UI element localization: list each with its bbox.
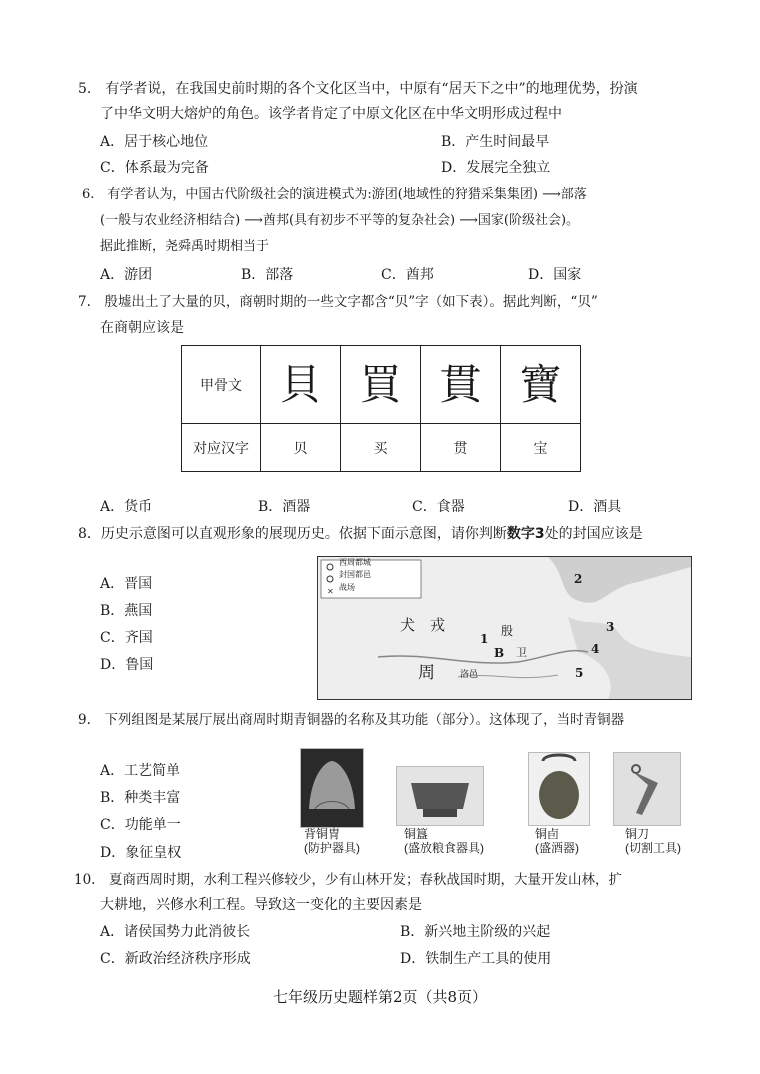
bronze-knife-icon [614,753,680,825]
table-cell: 贝 [261,424,341,472]
q6-arrow1-tail: 部落 [560,187,587,202]
q7-option-c: C．食器 [412,499,465,515]
caption-use: (切割工具) [625,841,681,855]
q8-option-b: B．燕国 [100,603,153,619]
oracle-bone-table [181,345,581,472]
q5-stem-line2: 了中华文明大熔炉的角色。该学者肯定了中原文化区在中华文明形成过程中 [100,106,562,122]
q5-option-a: A．居于核心地位 [100,134,209,150]
q6-stem-line1 [82,185,587,205]
caption-name: 铜刀 [625,827,650,841]
table-cell: 买 [341,424,421,472]
bronze-gui-icon [397,767,483,825]
map-label-wei: 卫 [516,646,527,659]
caption-use: (防护器具) [304,841,360,855]
caption-use: (盛放粮食器具) [404,841,484,855]
map-number-1: 1 [480,632,489,646]
caption-name: 铜簋 [404,827,429,841]
caption-name: 背铜冑 [304,827,341,841]
q7-option-b: B．酒器 [258,499,311,515]
bronze-you-image [528,752,590,826]
oracle-glyph-bei [261,346,341,424]
arrow-right-icon: ⟶ [244,213,263,228]
bronze-helmet-image [300,748,364,828]
caption-gui [404,827,484,855]
map-label-luoyi: 洛邑 [460,670,479,680]
map-number-4: 4 [591,642,600,656]
q8-option-d: D．鲁国 [100,657,154,673]
q9-option-c: C．功能单一 [100,817,181,833]
q8-option-c: C．齐国 [100,630,153,646]
table-cell: 宝 [501,424,581,472]
map-label-zhou: 周 [418,663,435,683]
q9-option-a: A．工艺简单 [100,763,181,779]
table-cell: 贯 [421,424,501,472]
q6-stem-line2 [100,211,579,231]
caption-you [535,827,579,855]
q10-option-d: D．铁制生产工具的使用 [400,951,552,967]
arrow-right-icon: ⟶ [459,213,478,228]
bronze-you-icon [529,753,589,825]
q7-stem-line2: 在商朝应该是 [100,320,184,336]
q8-stem-post: 处的封国应该是 [544,526,643,542]
q10-stem-line2: 大耕地，兴修水利工程。导致这一变化的主要因素是 [100,897,422,913]
q6-stem-text1: 6. 有学者认为，中国古代阶级社会的演进模式为:游团(地域性的狩猎采集集团) [82,187,538,202]
map-number-2: 2 [574,572,583,586]
q5-option-d: D．发展完全独立 [441,160,551,176]
oracle-glyph-bao [501,346,581,424]
bronze-knife-image [613,752,681,826]
q10-stem-line1: 10. 夏商西周时期，水利工程兴修较少，少有山林开发；春秋战国时期，大量开发山林，扩 [74,872,622,888]
table-row-header-modern: 对应汉字 [182,424,261,472]
map-legend-capital: 西周都城 [339,558,371,567]
q9-stem: 9. 下列组图是某展厅展出商周时期青铜器的名称及其功能（部分）。这体现了，当时青铜器 [78,712,625,728]
q9-option-b: B．种类丰富 [100,790,181,806]
q5-option-c: C．体系最为完备 [100,160,209,176]
q6-stem-line3: 据此推断，尧舜禹时期相当于 [100,239,270,254]
caption-helmet [304,827,360,855]
q10-option-c: C．新政治经济秩序形成 [100,951,251,967]
oracle-glyph-mai [341,346,421,424]
map-legend-fief: 封国都邑 [339,570,371,579]
map-label-quan: 犬 [400,616,416,634]
q8-option-a: A．晋国 [100,576,153,592]
map-label-rong: 戎 [430,616,446,634]
q6-option-c: C．酋邦 [381,267,434,283]
q10-option-b: B．新兴地主阶级的兴起 [400,924,551,940]
q10-option-a: A．诸侯国势力此消彼长 [100,924,251,940]
svg-text:✕: ✕ [327,587,334,596]
table-row-header-oracle: 甲骨文 [182,346,261,424]
q6-option-b: B．部落 [241,267,294,283]
caption-knife [625,827,681,855]
q7-stem-line1: 7. 殷墟出土了大量的贝，商朝时期的一些文字都含“贝”字（如下表）。据此判断，“贝” [78,294,598,310]
q5-stem-line1: 5. 有学者说，在我国史前时期的各个文化区当中，中原有“居天下之中”的地理优势，扮演 [78,81,638,97]
q6-arrow3-tail: 国家(阶级社会)。 [477,213,580,228]
oracle-glyph-text: 買 [359,359,402,409]
q6-option-a: A．游团 [100,267,153,283]
q6-option-d: D．国家 [528,267,582,283]
map-label-b: B [494,646,505,660]
q8-stem [78,524,643,544]
q8-stem-bold: 数字3 [506,526,545,542]
oracle-glyph-text: 貫 [439,359,482,409]
page-footer: 七年级历史题样第2页（共8页） [272,988,488,1006]
bronze-helmet-icon [301,749,363,827]
q5-option-b: B．产生时间最早 [441,134,550,150]
map-number-5: 5 [575,666,584,680]
map-legend-battlefield: 战场 [339,583,355,592]
oracle-glyph-guan [421,346,501,424]
q9-option-d: D．象征皇权 [100,845,182,861]
map-label-yin: 殷 [501,624,514,638]
bronze-gui-image [396,766,484,826]
arrow-right-icon: ⟶ [542,187,561,202]
oracle-glyph-text: 貝 [279,359,322,409]
western-zhou-map [317,556,692,700]
q7-option-a: A．货币 [100,499,153,515]
caption-use: (盛酒器) [535,841,579,855]
caption-name: 铜卣 [535,827,560,841]
q6-arrow2-tail: 酋邦(具有初步不平等的复杂社会) [262,213,456,228]
q6-stem-text2: (一般与农业经济相结合) [100,213,241,228]
oracle-glyph-text: 寶 [519,359,562,409]
q8-stem-pre: 8．历史示意图可以直观形象的展现历史。依据下面示意图，请你判断 [78,526,507,542]
q7-option-d: D．酒具 [568,499,622,515]
map-number-3: 3 [606,620,615,634]
